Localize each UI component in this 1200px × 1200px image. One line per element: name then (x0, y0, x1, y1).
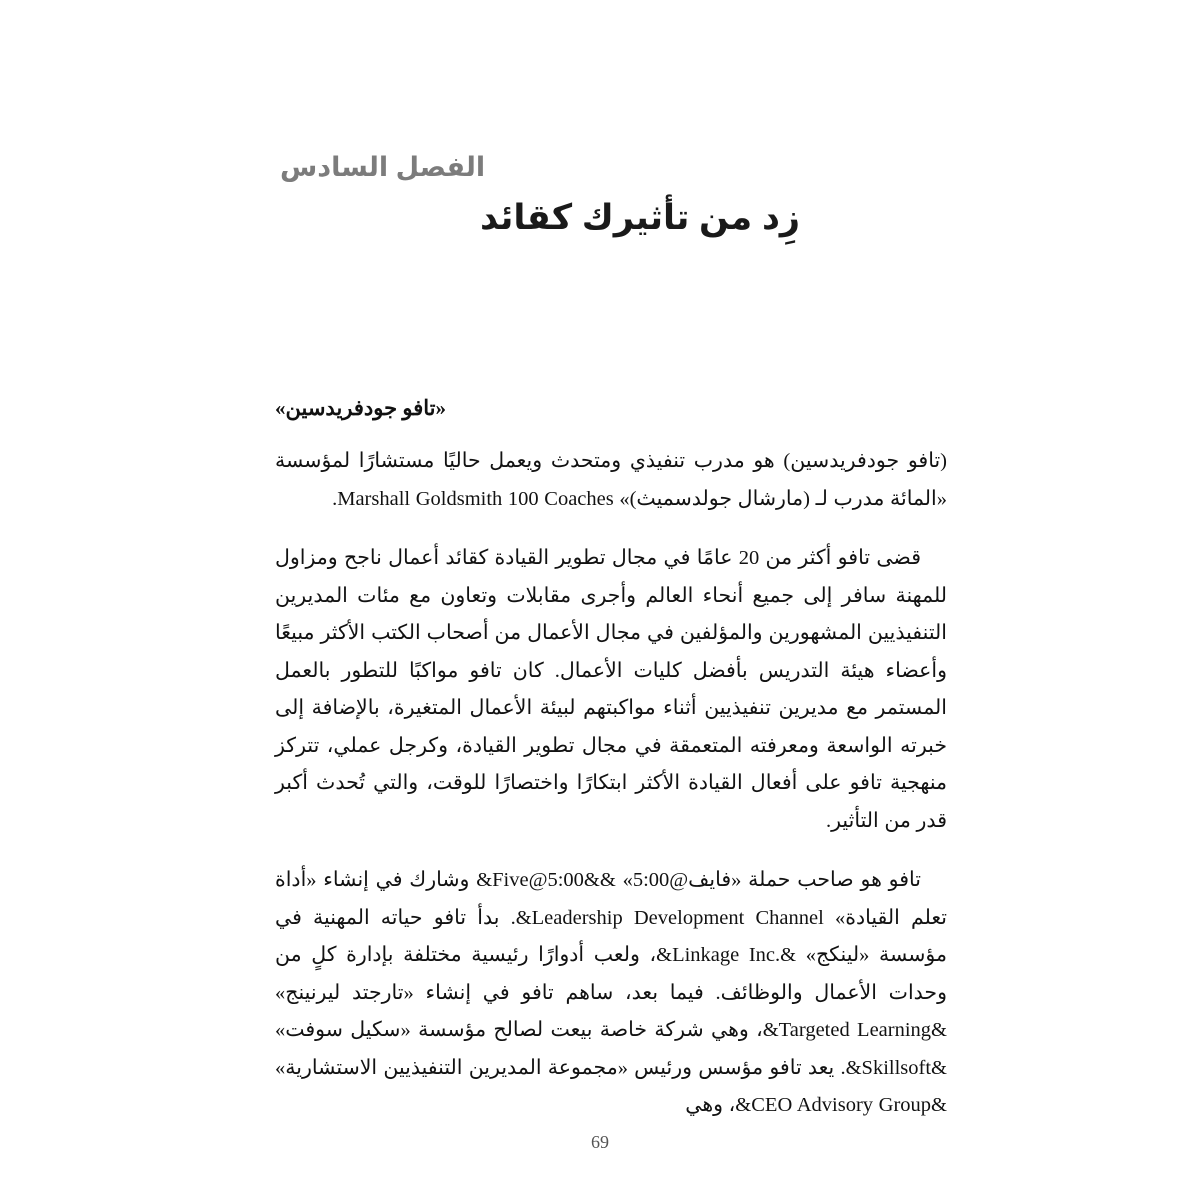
latin-term: &Linkage Inc.& (656, 944, 797, 966)
page-title: زِد من تأثيرك كقائد (480, 198, 801, 237)
latin-term: &Five@5:00&& (476, 869, 616, 891)
paragraph-bio-intro: (تافو جودفريدسين) هو مدرب تنفيذي ومتحدث ويعمل حاليًا مستشارًا لمؤسسة «المائة مدرب لـ (مارشال جولدسميث)» Marshall Goldsmith 100 Coaches. (275, 450, 947, 510)
section-heading: «تافو جودفريدسين» (275, 396, 446, 420)
latin-term: &Skillsoft& (845, 1056, 947, 1079)
paragraph-career-experience: قضى تافو أكثر من 20 عامًا في مجال تطوير القيادة كقائد أعمال ناجح ومزاول للمهنة سافر إلى جميع أنحاء العالم وأجرى مقابلات وتعاون مع مئات المديرين التنفيذيين المشهورين والمؤلفين في مجال الأعمال من أصحاب الكتب الأكثر مبيعًا وأعضاء هيئة التدريس بأفضل كليات الأعمال. كان تافو مواكبًا للتطور بالعمل المستمر مع مديرين تنفيذيين أثناء مواكبتهم لبيئة الأعمال المتغيرة، بالإضافة إلى خبرته الواسعة ومعرفته المتعمقة في مجال تطوير القيادة، وكرجل عملي، تتركز منهجية تافو على أفعال القيادة الأكثر ابتكارًا واختصارًا للوقت، والتي تُحدث أكبر قدر من التأثير. (275, 547, 947, 832)
latin-term: &Targeted Learning& (762, 1019, 947, 1041)
body-text-block (275, 443, 947, 1147)
latin-term: &Leadership Development Channel (515, 906, 824, 929)
latin-term: Marshall Goldsmith 100 Coaches (337, 487, 614, 510)
chapter-label: الفصل السادس (280, 152, 486, 182)
paragraph-list (275, 443, 947, 1125)
latin-term: &CEO Advisory Group& (735, 1094, 947, 1116)
page-number: 69 (591, 1132, 609, 1152)
paragraph-ventures: تافو هو صاحب حملة «فايف@5:00» &Five@5:00&& وشارك في إنشاء «أداة تعلم القيادة» &Leadership Development Channel. بدأ تافو حياته المهنية في مؤسسة «لينكج» &Linkage Inc.&، ولعب أدوارًا رئيسية مختلفة بإدارة كلٍ من وحدات الأعمال والوظائف. فيما بعد، ساهم تافو في إنشاء «تارجتد ليرنينج» &Targeted Learning&، وهي شركة خاصة بيعت لصالح مؤسسة «سكيل سوفت» &Skillsoft&. يعد تافو مؤسس ورئيس «مجموعة المديرين التنفيذيين الاستشارية» &CEO Advisory Group&، وهي (275, 869, 948, 1116)
